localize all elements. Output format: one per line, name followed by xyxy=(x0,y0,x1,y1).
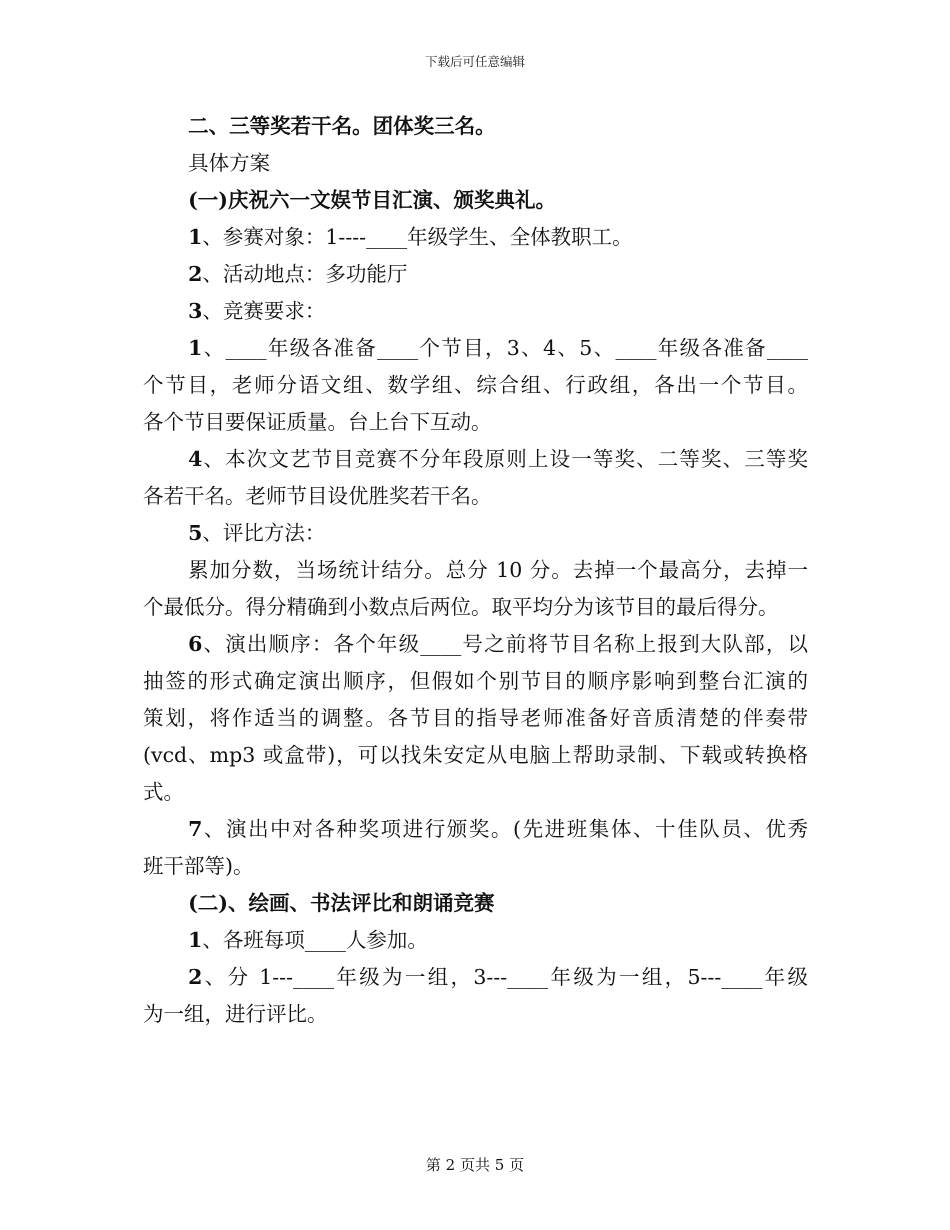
line-text: 、本次文艺节目竞赛不分年段原则上设一等奖、二等奖、三等奖 xyxy=(202,447,808,471)
text-line xyxy=(143,552,808,589)
line-text: 累加分数，当场统计结分。总分 10 分。去掉一个最高分，去掉一 xyxy=(188,558,808,582)
document-body xyxy=(143,108,808,1033)
text-line xyxy=(143,774,808,811)
paragraph xyxy=(143,293,808,330)
line-text: 、参赛对象：1----____年级学生、全体教职工。 xyxy=(202,225,633,249)
line-text: 抽签的形式确定演出顺序，但假如个别节目的顺序影响到整台汇演的 xyxy=(143,669,808,693)
text-line xyxy=(143,589,808,626)
text-line xyxy=(143,700,808,737)
paragraph xyxy=(143,219,808,256)
paragraph xyxy=(143,256,808,293)
line-text: 各个节目要保证质量。台上台下互动。 xyxy=(143,410,492,434)
paragraph xyxy=(143,441,808,515)
line-text: (二)、绘画、书法评比和朗诵竞赛 xyxy=(188,891,495,915)
text-line xyxy=(143,848,808,885)
line-text: (一)庆祝六一文娱节目汇演、颁奖典礼。 xyxy=(188,188,556,212)
line-text: 二、三等奖若干名。团体奖三名。 xyxy=(188,114,496,138)
text-line xyxy=(143,959,808,996)
line-text: 、各班每项____人参加。 xyxy=(202,928,428,952)
text-line xyxy=(143,256,808,293)
item-number: 1 xyxy=(188,928,203,952)
paragraph xyxy=(143,330,808,441)
text-line xyxy=(143,330,808,367)
page-number-footer: 第 2 页共 5 页 xyxy=(425,1156,525,1174)
text-line xyxy=(143,478,808,515)
text-line xyxy=(143,663,808,700)
item-number: 2 xyxy=(188,262,203,286)
text-line xyxy=(143,811,808,848)
line-text: 班干部等)。 xyxy=(143,854,254,878)
paragraph xyxy=(143,145,808,182)
line-text: 、____年级各准备____个节目，3、4、5、____年级各准备____ xyxy=(202,336,808,360)
paragraph xyxy=(143,515,808,552)
item-number: 5 xyxy=(188,521,203,545)
line-text: 、演出顺序：各个年级____号之前将节目名称上报到大队部，以 xyxy=(202,632,808,656)
line-text: 、活动地点：多功能厅 xyxy=(202,262,408,286)
paragraph xyxy=(143,811,808,885)
paragraph xyxy=(143,552,808,626)
text-line xyxy=(143,626,808,663)
text-line xyxy=(143,515,808,552)
item-number: 1 xyxy=(188,336,203,360)
item-number: 6 xyxy=(188,632,203,656)
section-heading xyxy=(143,108,808,145)
line-text: 式。 xyxy=(143,780,184,804)
line-text: (vcd、mp3 或盒带)，可以找朱安定从电脑上帮助录制、下载或转换格 xyxy=(143,743,808,767)
page-header-note: 下载后可任意编辑 xyxy=(424,54,525,69)
line-text: 个最低分。得分精确到小数点后两位。取平均分为该节目的最后得分。 xyxy=(143,595,779,619)
line-text: 、竞赛要求： xyxy=(202,299,326,323)
line-text: 、演出中对各种奖项进行颁奖。(先进班集体、十佳队员、优秀 xyxy=(202,817,808,841)
text-line xyxy=(143,922,808,959)
text-line xyxy=(143,441,808,478)
paragraph xyxy=(143,626,808,811)
text-line xyxy=(143,293,808,330)
text-line xyxy=(143,885,808,922)
paragraph xyxy=(143,922,808,959)
line-text: 、分 1---____年级为一组，3---____年级为一组，5---____年级 xyxy=(202,965,808,989)
item-number: 7 xyxy=(188,817,203,841)
item-number: 3 xyxy=(188,299,203,323)
item-number: 4 xyxy=(188,447,203,471)
section-heading xyxy=(143,885,808,922)
text-line xyxy=(143,182,808,219)
item-number: 2 xyxy=(188,965,203,989)
line-text: 各若干名。老师节目设优胜奖若干名。 xyxy=(143,484,492,508)
section-heading xyxy=(143,182,808,219)
line-text: 策划，将作适当的调整。各节目的指导老师准备好音质清楚的伴奏带 xyxy=(143,706,808,730)
paragraph xyxy=(143,959,808,1033)
line-text: 为一组，进行评比。 xyxy=(143,1002,328,1026)
item-number: 1 xyxy=(188,225,203,249)
text-line xyxy=(143,219,808,256)
text-line xyxy=(143,996,808,1033)
text-line xyxy=(143,737,808,774)
text-line xyxy=(143,108,808,145)
line-text: 个节目，老师分语文组、数学组、综合组、行政组，各出一个节目。 xyxy=(143,373,808,397)
text-line xyxy=(143,404,808,441)
line-text: 具体方案 xyxy=(188,151,271,175)
text-line xyxy=(143,367,808,404)
text-line xyxy=(143,145,808,182)
line-text: 、评比方法： xyxy=(202,521,326,545)
